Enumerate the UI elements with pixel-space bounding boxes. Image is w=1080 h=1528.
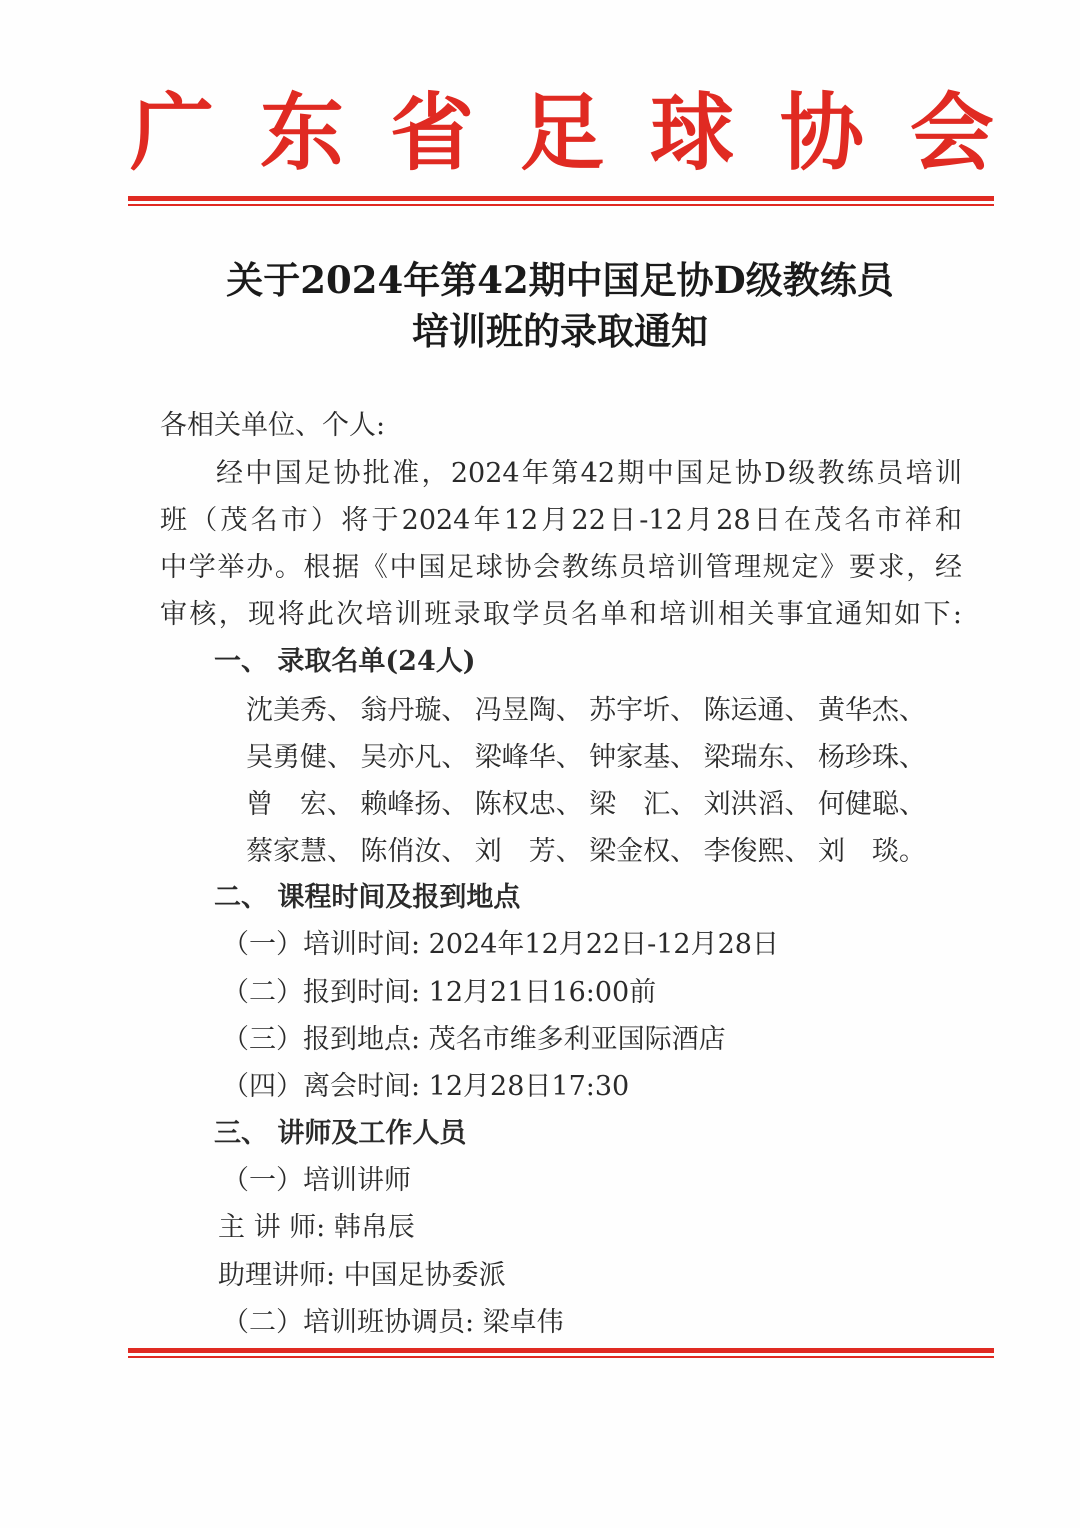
student-name: 李俊熙、 <box>703 836 812 867</box>
org-letterhead <box>130 78 994 188</box>
letterhead-char: 会 <box>909 83 994 182</box>
student-name: 曾 宏、 <box>246 789 354 820</box>
student-name: 黄华杰、 <box>817 695 926 726</box>
section-heading-admission-list: 一、 录取名单(24人) <box>214 646 476 677</box>
schedule-item-check-in-location: （三）报到地点: 茂名市维多利亚国际酒店 <box>222 1024 726 1055</box>
staff-coordinator: （二）培训班协调员: 梁卓伟 <box>222 1307 564 1338</box>
letterhead-char: 广 <box>130 83 215 182</box>
header-divider-thin <box>128 204 994 206</box>
schedule-item-training-time: （一）培训时间: 2024年12月22日-12月28日 <box>222 929 779 960</box>
student-name: 何健聪、 <box>817 789 926 820</box>
paragraph-line: 经中国足协批准，2024年第42期中国足协D级教练员培训 <box>216 458 962 489</box>
letterhead-char: 省 <box>389 83 474 182</box>
paragraph-line: 中学举办。根据《中国足球协会教练员培训管理规定》要求，经 <box>160 552 962 583</box>
student-name: 梁瑞东、 <box>703 742 812 773</box>
name-list-row <box>246 744 926 771</box>
letterhead-char: 足 <box>519 83 604 182</box>
student-name: 吴亦凡、 <box>360 742 469 773</box>
document-title-line-1: 关于2024年第42期中国足协D级教练员 <box>226 258 894 302</box>
staff-subheading-lecturers: （一）培训讲师 <box>222 1165 411 1196</box>
section-heading-schedule: 二、 课程时间及报到地点 <box>214 882 521 913</box>
header-divider-thick <box>128 196 994 201</box>
letterhead-char: 球 <box>649 83 734 182</box>
student-name: 翁丹璇、 <box>360 695 469 726</box>
section-heading-staff: 三、 讲师及工作人员 <box>214 1118 467 1149</box>
name-list-row <box>246 697 926 724</box>
letterhead-char: 东 <box>259 83 344 182</box>
student-name: 刘 芳、 <box>474 836 583 867</box>
student-name: 杨珍珠、 <box>817 742 926 773</box>
paragraph-line: 班（茂名市）将于2024年12月22日-12月28日在茂名市祥和 <box>160 505 962 536</box>
student-name: 梁 汇、 <box>589 789 698 820</box>
student-name: 苏宇圻、 <box>589 695 698 726</box>
footer-divider-thick <box>128 1348 994 1353</box>
paragraph-line: 审核，现将此次培训班录取学员名单和培训相关事宜通知如下: <box>160 599 962 630</box>
staff-assistant-lecturer: 助理讲师: 中国足协委派 <box>218 1260 506 1291</box>
student-name: 梁峰华、 <box>474 742 583 773</box>
schedule-item-departure-time: （四）离会时间: 12月28日17:30 <box>222 1071 630 1102</box>
student-name: 刘洪滔、 <box>703 789 812 820</box>
student-name: 赖峰扬、 <box>360 789 469 820</box>
student-name: 陈运通、 <box>703 695 812 726</box>
student-name: 陈俏汝、 <box>360 836 469 867</box>
student-name: 陈权忠、 <box>474 789 583 820</box>
student-name: 沈美秀、 <box>246 695 354 726</box>
student-name: 蔡家慧、 <box>246 836 354 867</box>
footer-divider-thin <box>128 1356 994 1358</box>
name-list-row <box>246 838 926 865</box>
student-name: 吴勇健、 <box>246 742 354 773</box>
student-name: 冯昱陶、 <box>474 695 583 726</box>
letterhead-char: 协 <box>779 83 864 182</box>
document-title-line-2: 培训班的录取通知 <box>412 309 708 353</box>
student-name: 刘 琰。 <box>817 836 926 867</box>
student-name: 钟家基、 <box>589 742 698 773</box>
schedule-item-check-in-time: （二）报到时间: 12月21日16:00前 <box>222 977 657 1008</box>
salutation: 各相关单位、个人: <box>160 410 386 441</box>
staff-lead-lecturer: 主 讲 师: 韩帛辰 <box>218 1212 415 1243</box>
student-name: 梁金权、 <box>589 836 698 867</box>
name-list-row <box>246 791 926 818</box>
